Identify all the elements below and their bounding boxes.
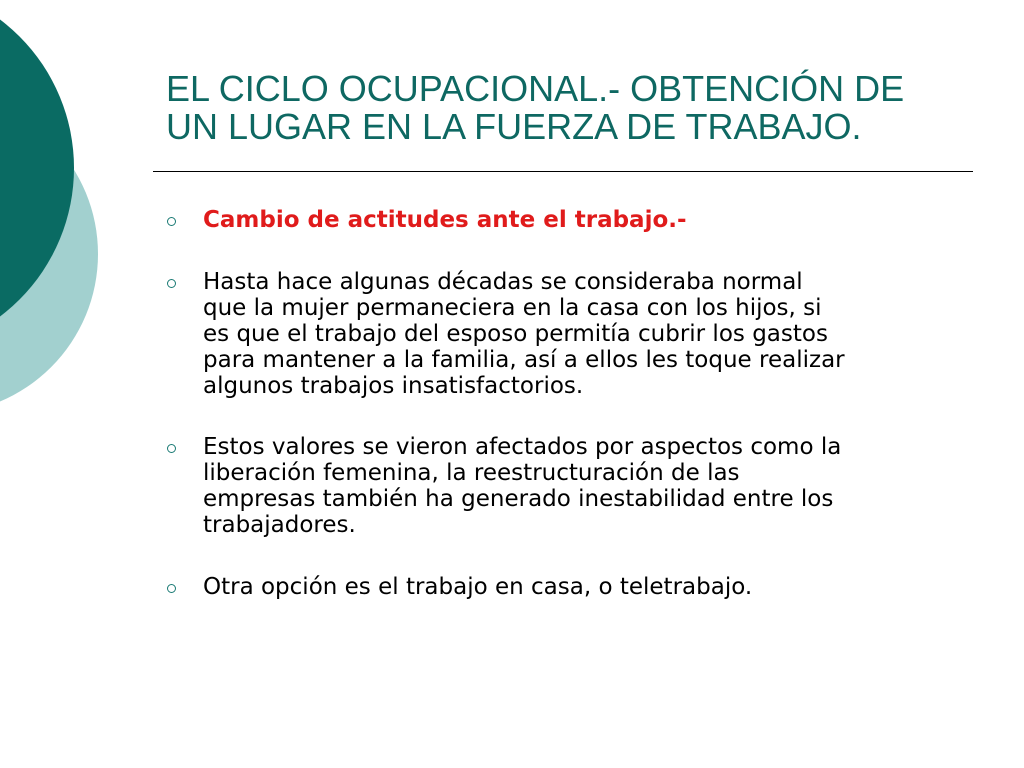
- bullet-text-line: empresas también ha generado inestabilidad entre los: [203, 485, 834, 512]
- bullet-text-line: Hasta hace algunas décadas se consideraba normal: [203, 268, 803, 295]
- bullet-text-line: es que el trabajo del esposo permitía cubrir los gastos: [203, 320, 828, 347]
- slide-title: [166, 70, 986, 146]
- bullet-item-past-norms: [162, 269, 982, 399]
- bullet-text-line: algunos trabajos insatisfactorios.: [203, 372, 584, 399]
- bullet-circle-icon: [167, 217, 176, 226]
- bullet-circle-icon: [167, 279, 176, 288]
- slide-title-line-1: EL CICLO OCUPACIONAL.- OBTENCIÓN DE: [166, 68, 905, 109]
- bullet-text-line: que la mujer permaneciera en la casa con los hijos, si: [203, 294, 822, 321]
- bullet-item-heading: [162, 207, 982, 233]
- bullet-list: [162, 207, 982, 600]
- bullet-text-line: Estos valores se vieron afectados por aspectos como la: [203, 433, 842, 460]
- bullet-text-line: Otra opción es el trabajo en casa, o teletrabajo.: [203, 573, 753, 600]
- slide-title-line-2: UN LUGAR EN LA FUERZA DE TRABAJO.: [166, 106, 862, 148]
- bullet-circle-icon: [167, 584, 176, 593]
- bullet-item-telework: [162, 574, 982, 600]
- bullet-heading-line-1: Cambio de actitudes ante el trabajo.-: [203, 207, 687, 233]
- title-divider: [153, 171, 973, 172]
- bullet-item-values-affected: [162, 434, 982, 538]
- bullet-text-line: liberación femenina, la reestructuración de las: [203, 459, 740, 486]
- bullet-text-line: para mantener a la familia, así a ellos les toque realizar: [203, 346, 845, 373]
- bullet-circle-icon: [167, 444, 176, 453]
- bullet-text-line: trabajadores.: [203, 511, 356, 538]
